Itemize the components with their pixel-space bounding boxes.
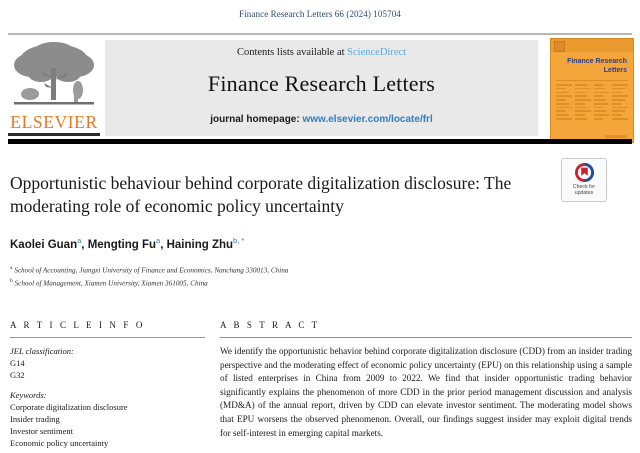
cover-contents-list <box>551 84 633 122</box>
affiliation-text: School of Management, Xiamen University, Xiamen 361005, China <box>14 279 208 288</box>
cover-title-line1: Finance Research <box>567 58 627 65</box>
elsevier-underline <box>8 133 100 136</box>
cover-contents-row <box>556 92 569 94</box>
cover-contents-column <box>594 84 610 122</box>
cover-contents-row <box>556 95 572 97</box>
cover-contents-column <box>575 84 591 122</box>
cover-contents-row <box>575 88 591 90</box>
crossmark-icon <box>574 162 595 183</box>
abstract-heading: A B S T R A C T <box>220 320 320 330</box>
keywords-label: Keywords: <box>10 390 47 400</box>
cover-publisher-logo-icon <box>554 41 565 52</box>
cover-contents-row <box>594 84 604 86</box>
journal-masthead <box>0 38 640 138</box>
crossmark-badge[interactable] <box>561 158 607 202</box>
cover-contents-row <box>594 107 604 109</box>
author-affiliation-marker[interactable]: b, * <box>233 236 245 245</box>
author-separator: , <box>81 238 85 251</box>
cover-contents-row <box>594 114 610 116</box>
header-divider-thin <box>8 33 632 35</box>
crossmark-label-line1: Check for <box>572 184 596 190</box>
cover-contents-row <box>575 107 588 109</box>
cover-contents-row <box>575 114 585 116</box>
affiliation-list <box>10 263 288 290</box>
keyword-item: Economic policy uncertainty <box>10 438 109 448</box>
journal-cover-thumbnail <box>550 38 634 143</box>
crossmark-label <box>562 183 606 196</box>
author-name[interactable]: Mengting Fu <box>87 238 157 251</box>
cover-footer-mark <box>605 135 627 138</box>
sciencedirect-link[interactable]: ScienceDirect <box>347 47 407 58</box>
journal-banner <box>105 40 538 136</box>
cover-contents-row <box>612 107 628 109</box>
cover-contents-row <box>556 107 572 109</box>
spacer <box>10 381 205 389</box>
cover-contents-row <box>556 84 572 86</box>
keyword-item: Investor sentiment <box>10 426 74 436</box>
cover-contents-row <box>556 118 572 120</box>
author-list <box>10 236 244 251</box>
affiliation-item <box>10 276 288 289</box>
journal-title: Finance Research Letters <box>207 71 436 96</box>
cover-contents-row <box>594 95 604 97</box>
author-name[interactable]: Kaolei Guan <box>10 238 78 251</box>
cover-contents-row <box>612 99 625 101</box>
elsevier-logo <box>8 38 100 138</box>
cover-contents-row <box>556 103 569 105</box>
homepage-line <box>105 97 538 125</box>
crossmark-label-line2: updates <box>574 190 594 196</box>
cover-top-text-bar <box>610 43 630 46</box>
jel-code: G14 <box>10 358 25 368</box>
homepage-url-link[interactable]: www.elsevier.com/locate/frl <box>302 114 433 125</box>
cover-contents-row <box>556 110 566 112</box>
cover-contents-row <box>594 103 610 105</box>
cover-title-line2: Letters <box>603 67 627 74</box>
cover-contents-row <box>575 118 588 120</box>
contents-prefix: Contents lists available at <box>236 47 345 58</box>
article-info-heading: A R T I C L E I N F O <box>10 320 145 330</box>
elsevier-tree-icon <box>8 38 100 112</box>
abstract-section <box>220 320 632 440</box>
cover-contents-row <box>556 88 566 90</box>
cover-contents-row <box>556 114 569 116</box>
cover-contents-row <box>594 118 604 120</box>
cover-contents-row <box>612 103 622 105</box>
jel-label: JEL classification: <box>10 346 74 356</box>
cover-contents-row <box>612 118 628 120</box>
article-info-divider <box>10 337 205 338</box>
cover-contents-row <box>575 92 585 94</box>
keyword-item: Insider trading <box>10 414 60 424</box>
author-affiliation-marker[interactable]: a <box>156 236 161 245</box>
cover-title <box>551 52 633 75</box>
cover-contents-row <box>575 103 585 105</box>
abstract-divider <box>220 337 632 338</box>
cover-topbar <box>551 39 633 52</box>
cover-contents-column <box>556 84 572 122</box>
cover-contents-row <box>612 88 625 90</box>
cover-contents-row <box>575 84 588 86</box>
author-affiliation-marker[interactable]: a <box>77 236 82 245</box>
elsevier-wordmark: ELSEVIER <box>10 112 98 132</box>
masthead-divider-thick <box>8 139 632 144</box>
cover-contents-row <box>575 99 591 101</box>
article-info-section <box>10 320 205 449</box>
keyword-item: Corporate digitalization disclosure <box>10 402 128 412</box>
cover-contents-row <box>575 95 588 97</box>
running-head: Finance Research Letters 66 (2024) 105704 <box>239 9 401 19</box>
article-title: Opportunistic behaviour behind corporate digitalization disclosure: The moderating role of economic policy uncertainty <box>10 173 512 216</box>
affiliation-item <box>10 263 288 276</box>
cover-contents-row <box>612 84 628 86</box>
cover-contents-row <box>612 92 622 94</box>
affiliation-marker: a <box>10 265 13 271</box>
jel-code: G32 <box>10 370 25 380</box>
author-name[interactable]: Haining Zhu <box>166 238 234 251</box>
cover-contents-row <box>612 95 628 97</box>
homepage-label: journal homepage: <box>210 114 300 125</box>
cover-contents-row <box>612 110 625 112</box>
cover-divider <box>556 80 628 81</box>
cover-contents-column <box>612 84 628 122</box>
affiliation-text: School of Accounting, Jiangxi University of Finance and Economics, Nanchang 330013, China <box>14 266 289 275</box>
contents-line <box>105 40 538 58</box>
cover-contents-row <box>594 92 610 94</box>
cover-contents-row <box>594 88 607 90</box>
affiliation-marker: b <box>10 278 13 285</box>
abstract-body: We identify the opportunistic behavior behind corporate digitalization disclosure (CDD) from an insider trading perspective and the moderating effect of economic policy uncertainty (EPU) on this relationship using a sample of listed enterprises in China from 2009 to 2022. We find that insider opportunistic trading behavior significantly explains the phenomenon of more CDD in the prior period management discussion and analysis (MD&A) of the annual report, driven by CDD can elevate investor sentiment. The moderating model shows that EPU worsens the observed phenomenon. Overall, our findings suggest insider may exploit digital trends for self-interest in emerging capital markets. <box>220 346 632 438</box>
cover-contents-row <box>575 110 591 112</box>
cover-contents-row <box>594 110 607 112</box>
cover-contents-row <box>556 99 566 101</box>
cover-contents-row <box>612 114 622 116</box>
cover-contents-row <box>594 99 607 101</box>
author-separator: , <box>160 238 164 251</box>
